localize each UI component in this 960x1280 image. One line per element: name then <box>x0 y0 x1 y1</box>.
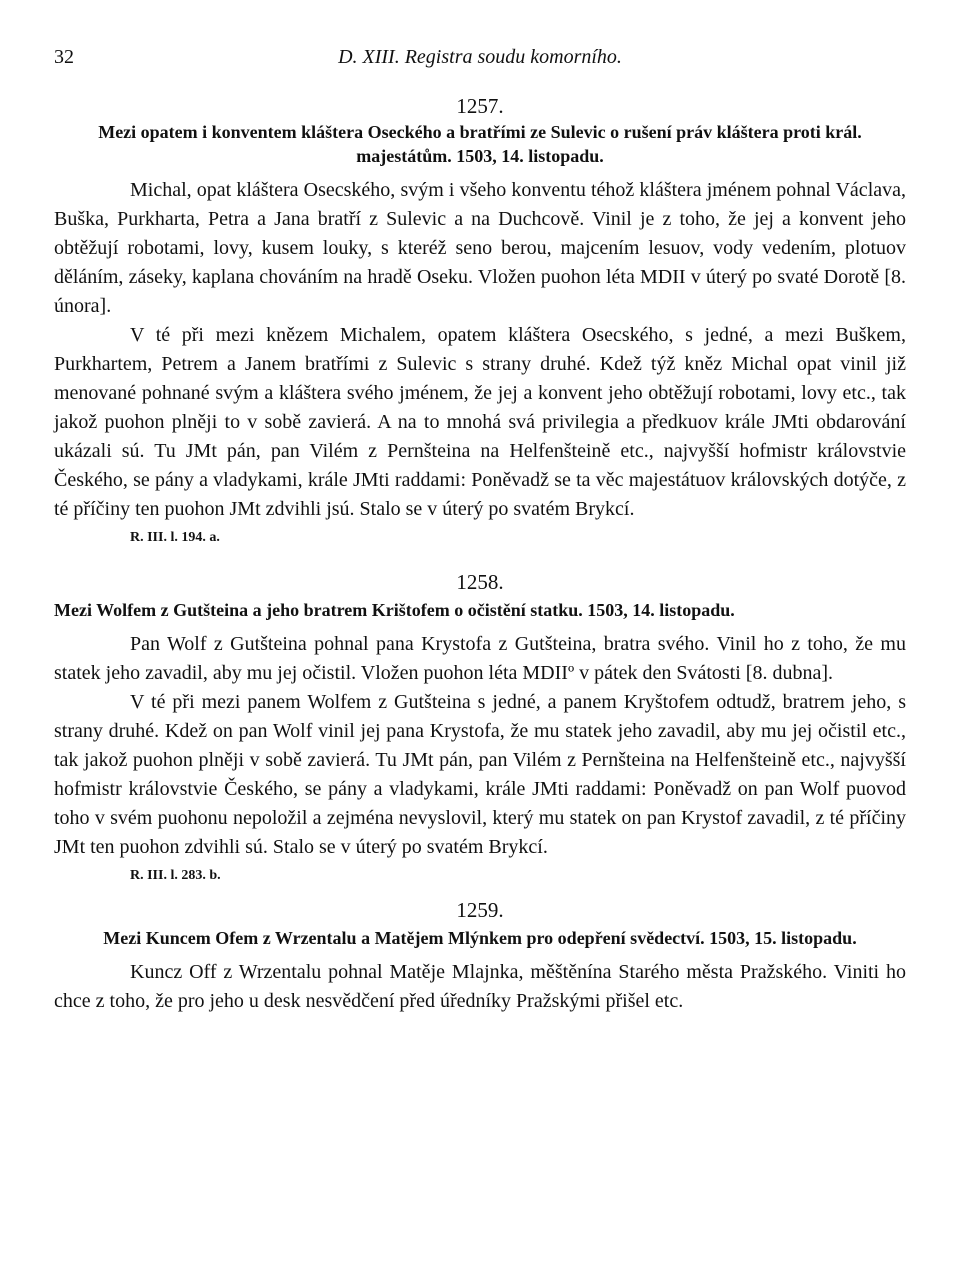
entry-number: 1257. <box>456 94 504 118</box>
entry-paragraph: Michal, opat kláštera Osecského, svým i všeho konventu téhož kláštera jménem pohnal Václava, Buška, Purkharta, Petra a Jana bratří z Sulevic a na Duchcově. Vinil je z toho, že jej a konvent jeho obtěžují robotami, lovy, kusem louky, s kteréž seno berou, majcením lesuov, vody vedením, plotuov děláním, záseky, kaplana chováním na hradě Oseku. Vložen puohon léta MDII v úterý po svaté Dorotě [8. února]. <box>54 179 906 317</box>
entry-number: 1259. <box>456 898 504 922</box>
page-number: 32 <box>54 46 74 68</box>
entry-paragraph: Pan Wolf z Gutšteina pohnal pana Krystofa z Gutšteina, bratra svého. Vinil ho z toho, že mu statek jeho zavadil, aby mu jej očistil. Vložen puohon léta MDIIº v pátek den Svátosti [8. dubna]. <box>54 633 906 684</box>
section-gap <box>54 888 906 896</box>
source-reference: R. III. l. 283. b. <box>130 868 221 883</box>
entry-summary: Mezi Kuncem Ofem z Wrzentalu a Matějem Mlýnkem pro odepření svědectví. 1503, 15. listopadu. <box>103 928 857 948</box>
entry-paragraph: V té při mezi knězem Michalem, opatem kláštera Osecského, s jedné, a mezi Buškem, Purkhartem, Petrem a Janem bratřími z Sulevic s strany druhé. Kdež týž kněz Michal opat vinil již menované pohnané svým a kláštera svého jménem, že jej a konvent jeho obtěžují robotami, lovy etc., tak jakož puohon plněji to v sobě zavierá. A na to mnohá svá privilegia a předkuov krále JMti obdarování ukázali sú. Tu JMt pán, pan Vilém z Pernšteina na Helfenšteině etc., najvyšší hofmistr královstvie Českého, se pány a vladykami, krále JMti raddami: Poněvadž se ta věc majestátuov královských dotýče, z té příčiny ten puohon JMt zdvihli jsú. Stalo se v úterý po svatém Brykcí. <box>54 324 906 520</box>
entry-1259 <box>54 896 906 1016</box>
entry-1257 <box>54 92 906 550</box>
source-reference: R. III. l. 194. a. <box>130 530 220 545</box>
entry-1258 <box>54 568 906 888</box>
page-header <box>54 46 906 76</box>
entry-paragraph: Kuncz Off z Wrzentalu pohnal Matěje Mlajnka, měštěnína Starého města Pražského. Viniti ho chce z toho, že pro jeho u desk nesvědčení před úředníky Pražskými přišel etc. <box>54 961 906 1012</box>
section-gap <box>54 550 906 568</box>
entry-number: 1258. <box>456 570 504 594</box>
document-body <box>54 92 906 1016</box>
running-title: D. XIII. Registra soudu komorního. <box>338 46 622 68</box>
entry-summary: Mezi Wolfem z Gutšteina a jeho bratrem Krištofem o očistění statku. 1503, 14. listopadu. <box>54 600 735 620</box>
entry-paragraph: V té při mezi panem Wolfem z Gutšteina s jedné, a panem Kryštofem odtudž, bratrem jeho, s strany druhé. Kdež on pan Wolf vinil jej pana Krystofa, že mu statek jeho zavadil, aby mu jej očistil etc., tak jakož puohon plněji v sobě zavierá. Tu JMt pán, pan Vilém z Pernšteina na Helfenšteině etc., najvyšší hofmistr královstvie Českého, se pány a vladykami, krále JMti raddami: Poněvadž on pan Wolf puovod toho v svém puohonu nepoložil a zejména nevyslovil, který mu statek on pan Krystof zavadil, z té příčiny JMt ten puohon zdvihli sú. Stalo se v úterý po svatém Brykcí. <box>54 691 906 858</box>
entry-summary: Mezi opatem i konventem kláštera Oseckého a bratřími ze Sulevic o rušení práv kláštera proti král. majestátům. 1503, 14. listopadu. <box>98 122 862 166</box>
